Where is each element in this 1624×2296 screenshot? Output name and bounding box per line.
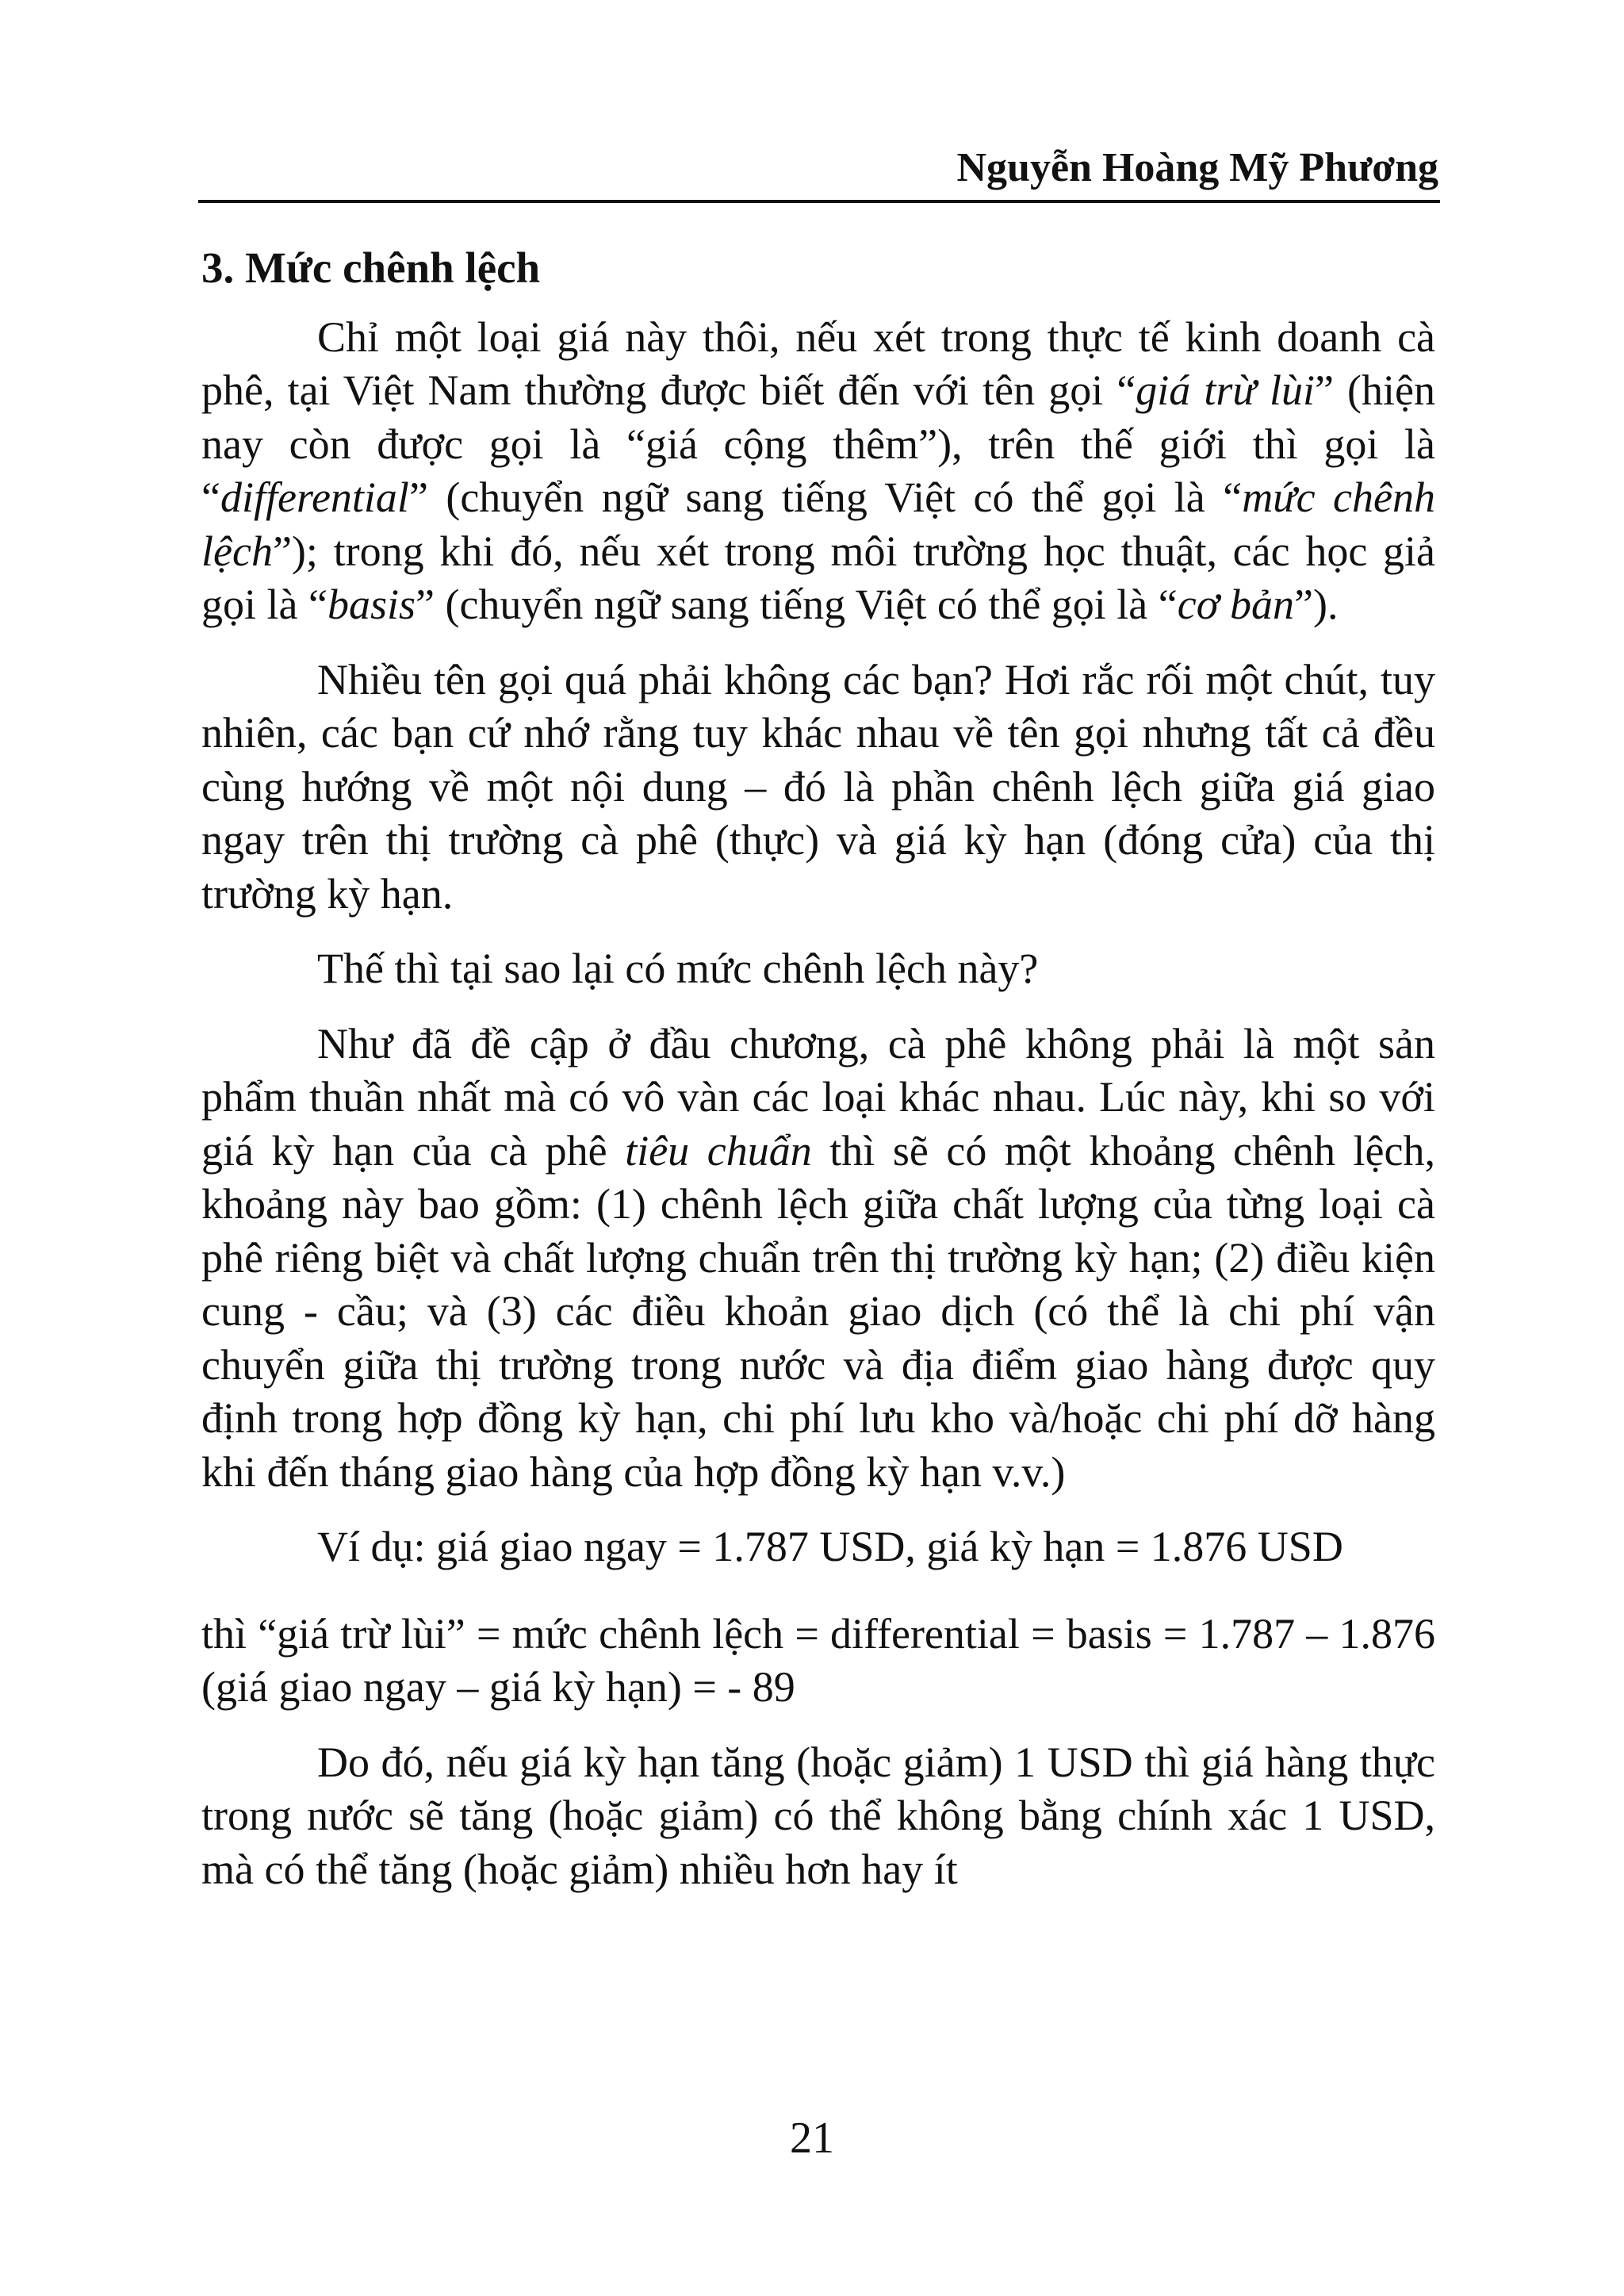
running-header-author: Nguyễn Hoàng Mỹ Phương (956, 145, 1438, 190)
italic-term: tiêu chuẩn (625, 1126, 812, 1175)
text-run: ” (chuyển ngữ sang tiếng Việt có thể gọi là “ (408, 473, 1243, 521)
paragraph-example: Ví dụ: giá giao ngay = 1.787 USD, giá kỳ hạn = 1.876 USD (317, 1523, 1343, 1570)
text-run: ”). (1294, 581, 1339, 628)
text-run: ”); trong khi đó, nếu xét trong môi trường học thuật, các học giả gọi là “ (201, 527, 1435, 628)
header-rule (198, 200, 1440, 203)
page-number: 21 (790, 2114, 834, 2163)
text-run: Như đã đề cập ở đầu chương, cà phê không phải là một sản phẩm thuần nhất mà có vô vàn các loại khác nhau. Lúc này, khi so với giá kỳ hạn của cà phê (201, 1019, 1435, 1175)
paragraph-conclusion: Do đó, nếu giá kỳ hạn tăng (hoặc giảm) 1 USD thì giá hàng thực trong nước sẽ tăng (hoặc giảm) có thể không bằng chính xác 1 USD, mà có thể tăng (hoặc giảm) nhiều hơn hay ít (201, 1738, 1435, 1893)
italic-term: basis (327, 581, 416, 628)
paragraph-explanation (201, 1018, 1435, 1500)
text-run: thì sẽ có một khoảng chênh lệch, khoảng này bao gồm: (1) chênh lệch giữa chất lượng của từng loại cà phê riêng biệt và chất lượng chuẩn trên thị trường kỳ hạn; (2) điều kiện cung - cầu; và (3) các điều khoản giao dịch (có thể là chi phí vận chuyển giữa thị trường trong nước và địa điểm giao hàng được quy định trong hợp đồng kỳ hạn, chi phí lưu kho và/hoặc chi phí dỡ hàng khi đến tháng giao hàng của hợp đồng kỳ hạn v.v.) (201, 1126, 1435, 1496)
section-heading: 3. Mức chênh lệch (201, 243, 541, 292)
paragraph-question: Thế thì tại sao lại có mức chênh lệch này? (317, 945, 1039, 992)
paragraph-many-names: Nhiều tên gọi quá phải không các bạn? Hơi rắc rối một chút, tuy nhiên, các bạn cứ nhớ rằng tuy khác nhau về tên gọi nhưng tất cả đều cùng hướng về một nội dung – đó là phần chênh lệch giữa giá giao ngay trên thị trường cà phê (thực) và giá kỳ hạn (đóng cửa) của thị trường kỳ hạn. (201, 655, 1435, 918)
text-run: Chỉ một loại giá này thôi, nếu xét trong thực tế kinh doanh cà phê, tại Việt Nam thường được biết đến với tên gọi “ (201, 312, 1435, 414)
text-run: ” (hiện nay còn được gọi là “giá cộng thêm”), trên thế giới thì gọi là “ (201, 366, 1436, 521)
italic-term: differential (220, 473, 409, 521)
italic-term: giá trừ lùi (1136, 366, 1315, 414)
page-body (201, 228, 1435, 1918)
italic-term: mức chênh lệch (201, 473, 1435, 575)
paragraph-basis-calculation: thì “giá trừ lùi” = mức chênh lệch = differential = basis = 1.787 – 1.876 (giá giao ngay – giá kỳ hạn) = - 89 (201, 1609, 1435, 1711)
italic-term: cơ bản (1177, 581, 1295, 628)
paragraph-terminology (201, 311, 1435, 632)
text-run: ” (chuyển ngữ sang tiếng Việt có thể gọi là “ (416, 581, 1178, 628)
